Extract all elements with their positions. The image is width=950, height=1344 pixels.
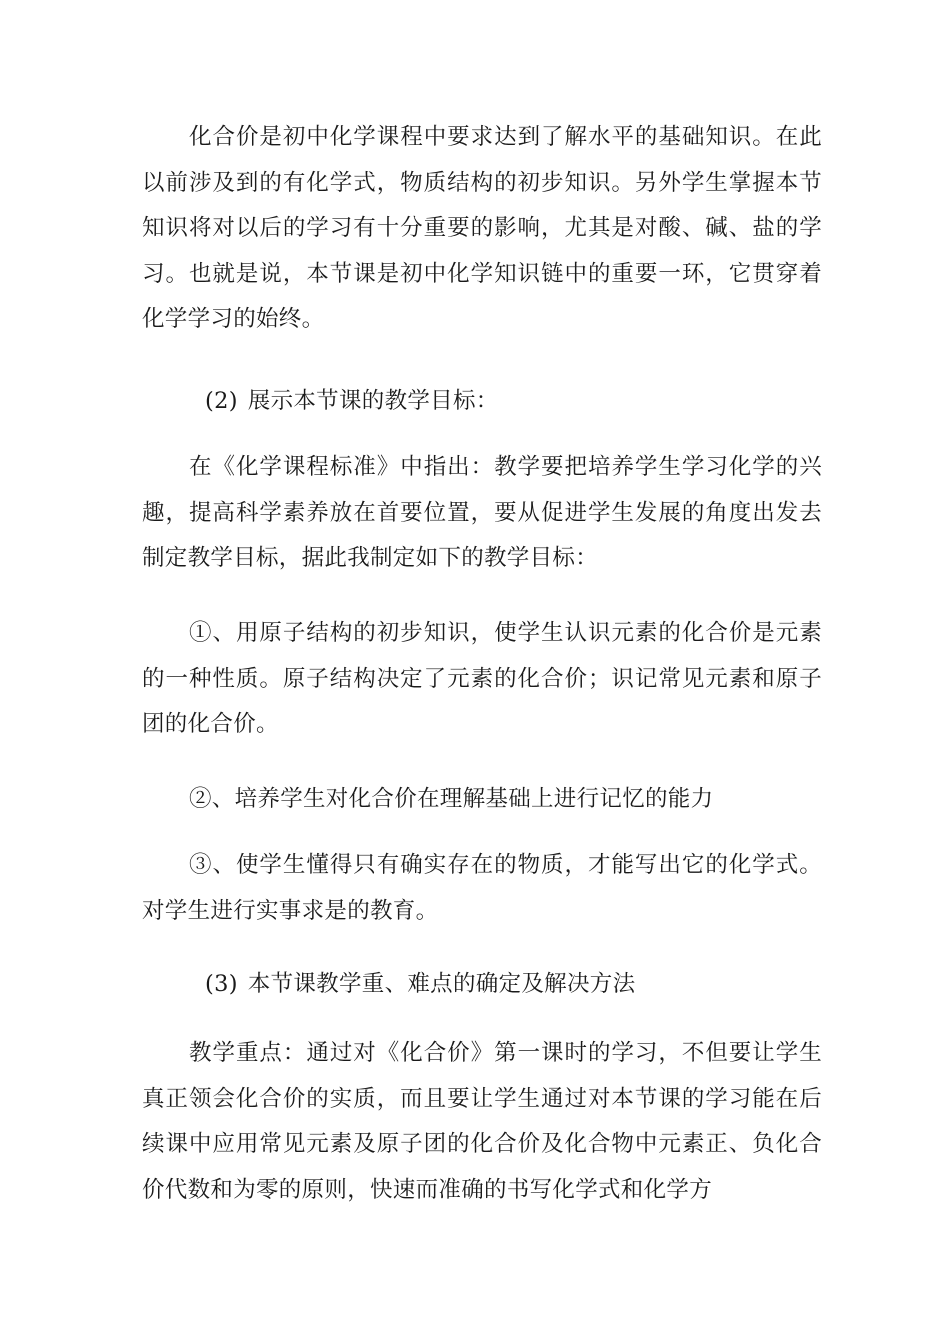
paragraph-goal-2: ②、培养学生对化合价在理解基础上进行记忆的能力 (189, 786, 714, 812)
section-title: 本节课教学重、难点的确定及解决方法 (247, 971, 636, 997)
paragraph-goal-3: ③、使学生懂得只有确实存在的物质，才能写出它的化学式。对学生进行实事求是的教育。 (142, 852, 822, 924)
section-heading-3 (205, 962, 635, 1008)
paragraph-key-points: 教学重点：通过对《化合价》第一课时的学习，不但要让学生真正领会化合价的实质，而且要让学生通过对本节课的学习能在后续课中应用常见元素及原子团的化合价及化合物中元素正、负化合价代数和为零的原则，快速而准确的书写化学式和化学方 (142, 1040, 822, 1203)
section-number: (3) (205, 971, 238, 997)
paragraph-goal-1: ①、用原子结构的初步知识，使学生认识元素的化合价是元素的一种性质。原子结构决定了元素的化合价；识记常见元素和原子团的化合价。 (142, 620, 822, 738)
section-title: 展示本节课的教学目标： (247, 388, 499, 414)
paragraph-intro: 化合价是初中化学课程中要求达到了解水平的基础知识。在此以前涉及到的有化学式，物质结构的初步知识。另外学生掌握本节知识将对以后的学习有十分重要的影响，尤其是对酸、碱、盐的学习。也就是说，本节课是初中化学知识链中的重要一环，它贯穿着化学学习的始终。 (142, 124, 822, 333)
paragraph-standard: 在《化学课程标准》中指出：教学要把培养学生学习化学的兴趣，提高科学素养放在首要位置，要从促进学生发展的角度出发去制定教学目标，据此我制定如下的教学目标： (142, 454, 822, 572)
section-number: (2) (205, 388, 238, 414)
section-heading-2 (205, 379, 499, 425)
